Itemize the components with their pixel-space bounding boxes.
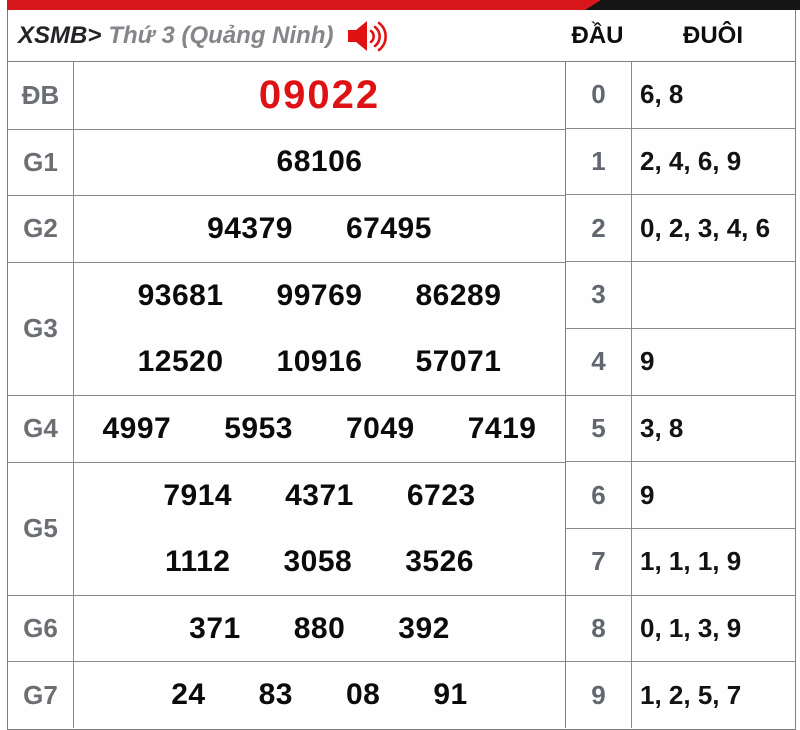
prize-number: 3058 [283,544,353,578]
prize-number-line [74,329,565,395]
prize-number: 08 [346,678,381,712]
results-board [7,10,796,730]
head-tail-row [566,62,795,128]
head-tail-row [566,528,795,595]
tail-values [632,262,795,328]
tail-values: 1, 2, 5, 7 [640,679,742,710]
prize-row [8,262,565,395]
head-digit: 2 [566,195,632,261]
prize-number-line [74,596,565,662]
prize-number: 7049 [346,411,415,445]
top-accent-bar-black-segment [585,0,800,10]
head-tail-row [566,128,795,195]
tail-values: 3, 8 [640,412,684,443]
tail-values: 0, 1, 3, 9 [640,612,742,643]
prize-number-line [74,463,565,529]
prize-label: G2 [8,196,74,262]
tail-values: 0, 2, 3, 4, 6 [640,212,771,243]
head-digit: 1 [566,129,632,195]
prize-label: G7 [8,662,74,728]
results-header [8,10,795,62]
prize-numbers [74,130,565,196]
prize-number: 83 [258,678,293,712]
prize-number: 99769 [276,278,363,312]
prize-number: 86289 [415,278,502,312]
head-tail-row [566,395,795,462]
head-digit: 3 [566,262,632,328]
prize-number-line [74,62,565,129]
prize-number: 91 [433,678,468,712]
head-tail-table [566,62,795,728]
prize-number: 94379 [207,211,293,245]
top-accent-bar [7,0,800,10]
duoi-column-header: ĐUÔI [683,21,743,49]
prize-label: G1 [8,130,74,196]
tail-values: 6, 8 [640,79,684,110]
draw-day-province-label: Thứ 3 (Quảng Ninh) [108,21,334,49]
head-digit: 7 [566,529,632,595]
prize-number: 7914 [163,478,233,512]
tail-values: 9 [640,346,655,377]
head-digit: 9 [566,662,632,728]
speaker-icon[interactable] [347,19,391,53]
prize-row [8,129,565,196]
prize-number: 7419 [467,411,537,445]
prize-label: G3 [8,263,74,395]
prize-number: 93681 [137,278,224,312]
prize-numbers [74,396,565,462]
prize-number: 12520 [137,344,224,378]
head-tail-row [566,194,795,261]
head-tail-row [566,261,795,328]
results-tables [8,62,795,728]
tail-values: 1, 1, 1, 9 [640,546,742,577]
prize-number-line [74,662,565,728]
prize-number: 4997 [102,411,172,445]
prize-number: 68106 [276,145,363,179]
prize-label: G5 [8,463,74,595]
prize-number: 6723 [406,478,476,512]
prize-row [8,661,565,728]
prize-numbers [74,463,565,595]
head-tail-row [566,328,795,395]
prize-numbers [74,62,565,129]
prize-row [8,62,565,129]
prize-number: 371 [189,611,241,645]
prize-number-line [74,196,565,262]
head-digit: 4 [566,329,632,395]
prize-number-line [74,130,565,196]
head-digit: 5 [566,396,632,462]
prize-number: 67495 [346,211,432,245]
prize-numbers [74,196,565,262]
prize-row [8,195,565,262]
prize-row [8,462,565,595]
prize-number-line [74,263,565,329]
dau-column-header: ĐẦU [571,21,624,49]
prize-number-line [74,529,565,595]
prize-number: 5953 [224,411,293,445]
head-tail-row [566,595,795,662]
prize-number: 09022 [258,72,381,117]
prize-number: 10916 [276,344,363,378]
head-tail-row [566,461,795,528]
prize-number: 4371 [285,478,354,512]
prize-label: G6 [8,596,74,662]
prize-number: 57071 [415,344,502,378]
head-tail-headers [564,22,795,50]
head-digit: 8 [566,596,632,662]
prize-numbers [74,596,565,662]
prize-numbers [74,662,565,728]
breadcrumb-xsmb-link[interactable]: XSMB> [18,21,102,49]
tail-values: 2, 4, 6, 9 [640,146,742,177]
head-digit: 0 [566,62,632,128]
prize-number: 24 [171,678,206,712]
head-tail-row [566,661,795,728]
prize-number: 3526 [405,544,474,578]
prize-number: 880 [293,611,346,645]
prize-label: G4 [8,396,74,462]
prize-number: 1112 [165,544,231,578]
prize-label: ĐB [8,62,74,129]
head-digit: 6 [566,462,632,528]
prize-row [8,395,565,462]
prize-numbers [74,263,565,395]
prize-row [8,595,565,662]
page-title [8,19,564,53]
prize-table [8,62,566,728]
prize-number-line [74,396,565,462]
tail-values: 9 [640,479,655,510]
prize-number: 392 [398,611,450,645]
